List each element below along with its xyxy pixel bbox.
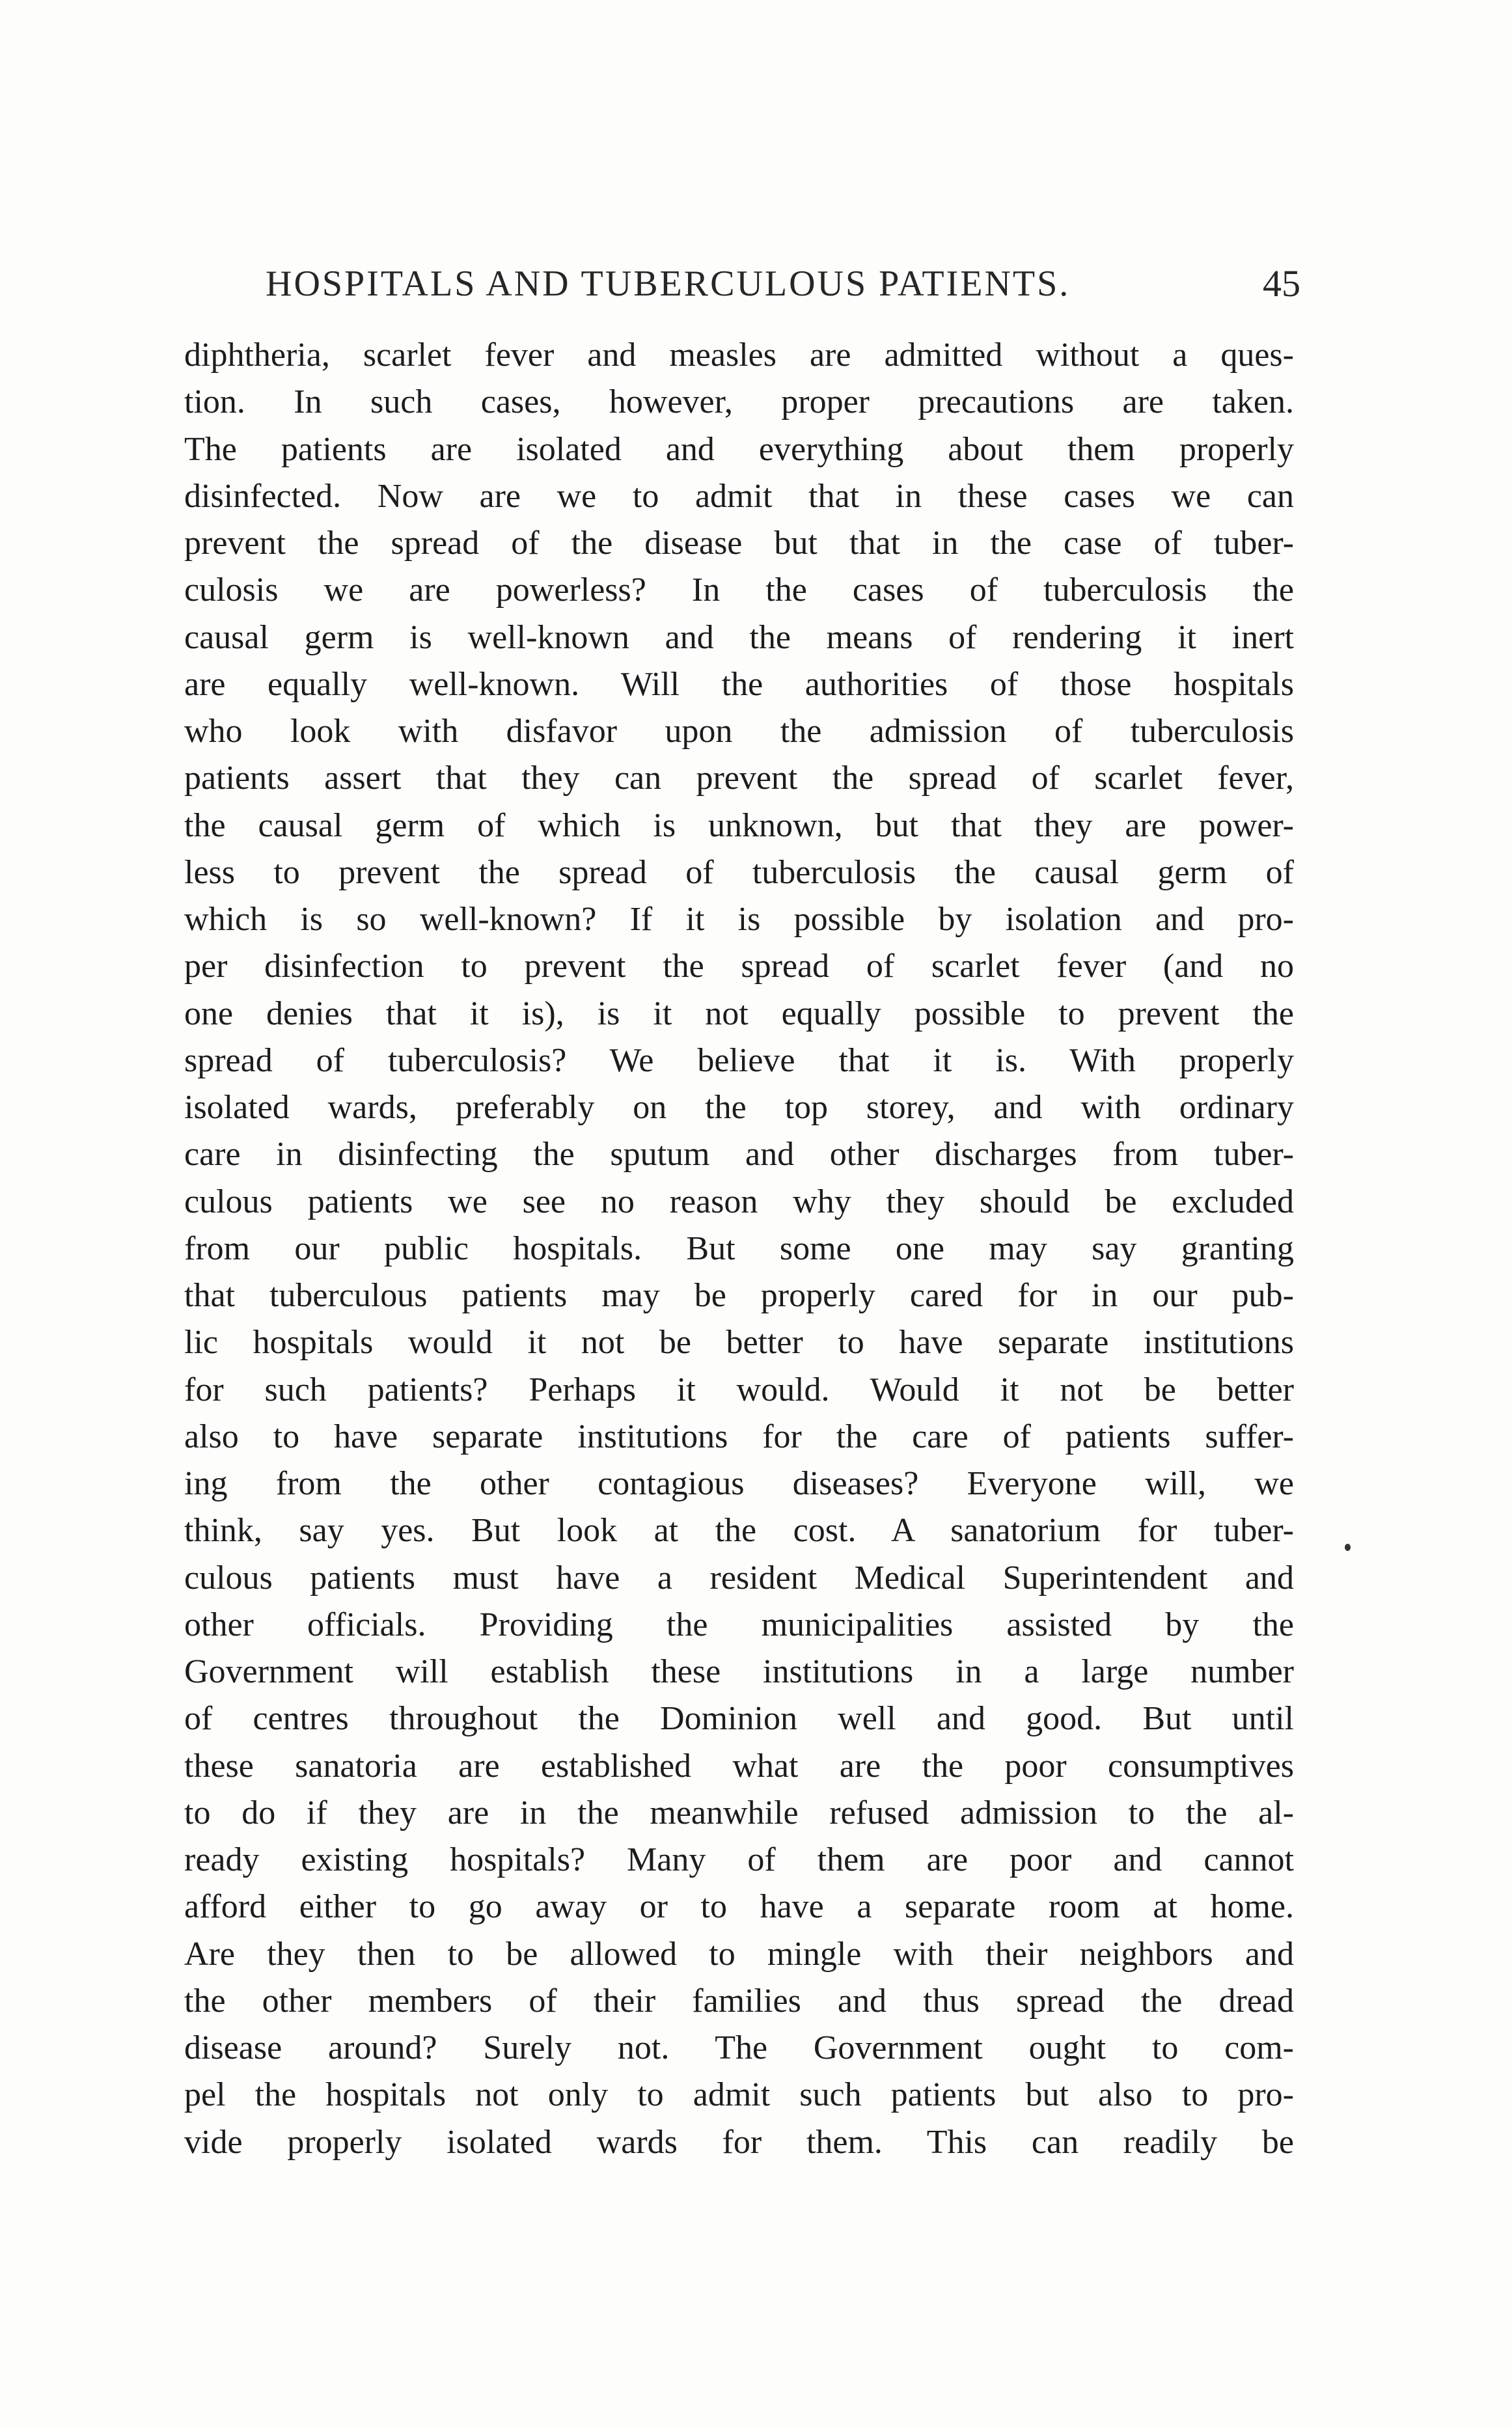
running-head bbox=[266, 258, 1300, 310]
text-line: patients assert that they can prevent the spread of scarlet fever, bbox=[184, 760, 1294, 797]
text-line: per disinfection to prevent the spread of scarlet fever (and no bbox=[184, 948, 1294, 985]
text-line: Government will establish these institutions in a large number bbox=[184, 1653, 1294, 1690]
text-line: that tuberculous patients may be properly cared for in our pub- bbox=[184, 1277, 1294, 1314]
text-line: ready existing hospitals? Many of them are poor and cannot bbox=[184, 1841, 1294, 1878]
text-line: pel the hospitals not only to admit such patients but also to pro- bbox=[184, 2076, 1294, 2114]
text-line: from our public hospitals. But some one may say granting bbox=[184, 1229, 1294, 1267]
text-line: which is so well-known? If it is possible by isolation and pro- bbox=[184, 901, 1294, 938]
text-line: diphtheria, scarlet fever and measles are admitted without a ques- bbox=[184, 336, 1294, 374]
ink-speck bbox=[1345, 1544, 1351, 1551]
text-line: care in disinfecting the sputum and other discharges from tuber- bbox=[184, 1136, 1294, 1173]
text-line: to do if they are in the meanwhile refused admission to the al- bbox=[184, 1794, 1294, 1831]
text-line: think, say yes. But look at the cost. A sanatorium for tuber- bbox=[184, 1512, 1294, 1550]
text-line: The patients are isolated and everything about them properly bbox=[184, 430, 1294, 468]
text-line: one denies that it is), is it not equally possible to prevent the bbox=[184, 994, 1294, 1032]
text-line: the causal germ of which is unknown, but that they are power- bbox=[184, 806, 1294, 844]
text-line: culosis we are powerless? In the cases of tuberculosis the bbox=[184, 571, 1294, 609]
text-line: spread of tuberculosis? We believe that it is. With properly bbox=[184, 1041, 1294, 1079]
body-text bbox=[184, 332, 1294, 2166]
text-line: vide properly isolated wards for them. This can readily be bbox=[184, 2123, 1294, 2161]
text-line: afford either to go away or to have a separate room at home. bbox=[184, 1888, 1294, 1926]
text-line: ing from the other contagious diseases? Everyone will, we bbox=[184, 1465, 1294, 1502]
text-line: prevent the spread of the disease but that in the case of tuber- bbox=[184, 525, 1294, 562]
text-line: lic hospitals would it not be better to have separate institutions bbox=[184, 1324, 1294, 1362]
text-line: also to have separate institutions for the care of patients suffer- bbox=[184, 1418, 1294, 1455]
text-line: culous patients we see no reason why they should be excluded bbox=[184, 1183, 1294, 1220]
text-line: for such patients? Perhaps it would. Would it not be better bbox=[184, 1371, 1294, 1408]
text-line: are equally well-known. Will the authorities of those hospitals bbox=[184, 665, 1294, 703]
text-line: of centres throughout the Dominion well and good. But until bbox=[184, 1700, 1294, 1738]
text-line: less to prevent the spread of tuberculosis the causal germ of bbox=[184, 853, 1294, 891]
text-line: the other members of their families and thus spread the dread bbox=[184, 1982, 1294, 2020]
running-title: HOSPITALS AND TUBERCULOUS PATIENTS. bbox=[266, 264, 1071, 304]
text-line: culous patients must have a resident Medical Superintendent and bbox=[184, 1559, 1294, 1597]
text-line: Are they then to be allowed to mingle with their neighbors and bbox=[184, 1935, 1294, 1973]
text-line: who look with disfavor upon the admission of tuberculosis bbox=[184, 713, 1294, 750]
text-line: isolated wards, preferably on the top storey, and with ordinary bbox=[184, 1089, 1294, 1126]
text-line: these sanatoria are established what are the poor consumptives bbox=[184, 1747, 1294, 1785]
page-number: 45 bbox=[1263, 262, 1300, 305]
text-line: tion. In such cases, however, proper precautions are taken. bbox=[184, 383, 1294, 421]
text-line: disease around? Surely not. The Government ought to com- bbox=[184, 2029, 1294, 2066]
text-line: causal germ is well-known and the means of rendering it inert bbox=[184, 618, 1294, 656]
text-line: other officials. Providing the municipalities assisted by the bbox=[184, 1606, 1294, 1643]
text-line: disinfected. Now are we to admit that in these cases we can bbox=[184, 477, 1294, 515]
